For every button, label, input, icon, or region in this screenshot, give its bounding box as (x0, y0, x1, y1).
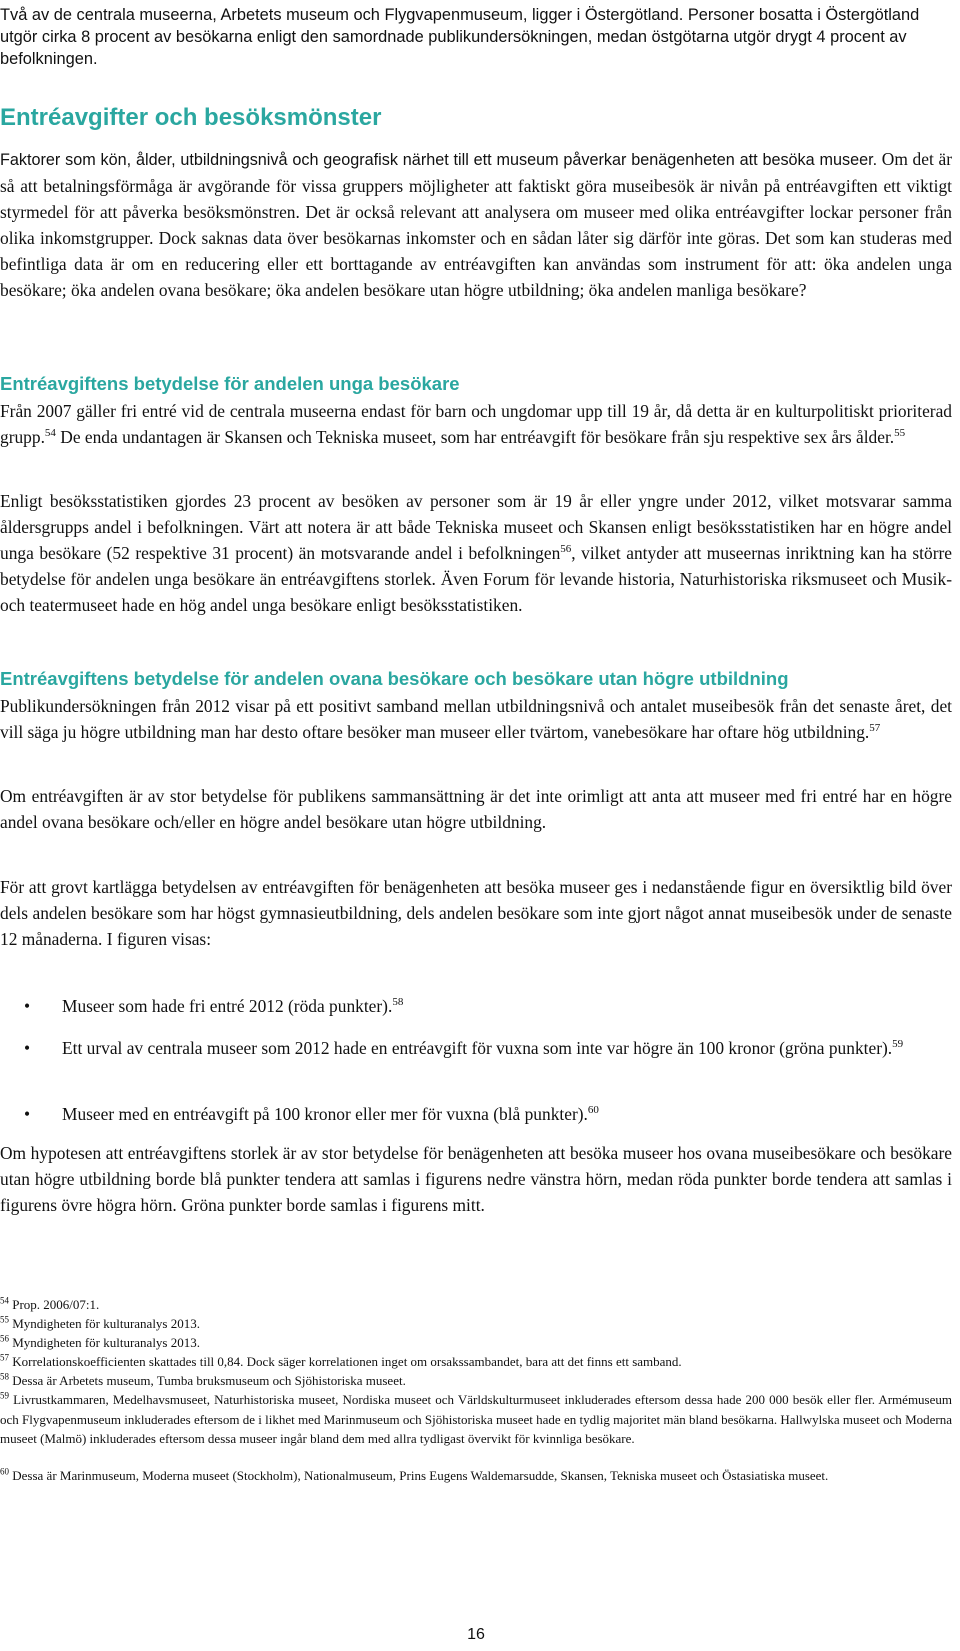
sub2-paragraph-2 (0, 783, 952, 835)
footnote-ref-54[interactable]: 54 (44, 427, 56, 440)
sub2-p3-text: För att grovt kartlägga betydelsen av entréavgiften för benägenheten att besöka museer ges i nedanstående figur en översiktlig bild över dels andelen besökare som har högst gymnasieutbildning, dels andelen besökare som inte gjort något annat museibesök under de senaste 12 månaderna. I figuren visas: (0, 877, 952, 949)
bullet-text: Museer som hade fri entré 2012 (röda punkter). (62, 996, 393, 1016)
footnote-number: 56 (0, 1333, 9, 1344)
section-heading: Entréavgifter och besöksmönster (0, 104, 382, 131)
footnote-ref-59[interactable]: 59 (892, 1038, 904, 1051)
footnote (0, 1371, 952, 1391)
footnote-text: Dessa är Arbetets museum, Tumba bruksmuseum och Sjöhistoriska museet. (12, 1373, 406, 1388)
sub1-p1-text-a: Från 2007 gäller fri entré vid de centrala museerna endast för barn och ungdomar upp till 19 år, då detta är en kulturpolitiskt prioriterad grupp. (0, 401, 952, 447)
footnote (0, 1390, 952, 1449)
footnote-number: 58 (0, 1371, 9, 1382)
footnote-ref-56[interactable]: 56 (560, 543, 572, 556)
intro-text: Två av de centrala museerna, Arbetets museum och Flygvapenmuseum, ligger i Östergötland. Personer bosatta i Östergötland utgör cirka 8 procent av besökarna enligt den samordnade publikundersökningen, medan östgötarna utgör drygt 4 procent av befolkningen. (0, 6, 920, 68)
footnote (0, 1314, 952, 1334)
sub1-p1-text-b: De enda undantagen är Skansen och Tekniska museet, som har entréavgift för besökare från sju respektive sex års ålder. (55, 427, 895, 447)
sub2-p1-text: Publikundersökningen från 2012 visar på ett positivt samband mellan utbildningsnivå och antalet museibesök från det senaste året, det vill säga ju högre utbildning man har desto oftare besöker man museer eller tvärtom, vanebesökare har oftare hög utbildning. (0, 696, 952, 742)
footnote-text: Myndigheten för kulturanalys 2013. (12, 1335, 200, 1350)
page-number: 16 (467, 1626, 485, 1643)
section-body-rest: Om det är så att betalningsförmåga är avgörande för vissa gruppers möjligheter att faktiskt göra museibesök är nivån på entréavgiften ett viktigt styrmedel för att påverka besöksmönstren. Det är också relevant att analysera om museer med olika entréavgifter lockar personer från olika inkomstgrupper. Dock saknas data över besökarnas inkomster och en sådan låter sig därför inte göras. Det som kan studeras med befintliga data är om en reducering eller ett borttagande av entréavgiften kan användas som instrument för att: öka andelen unga besökare; öka andelen ovana besökare; öka andelen besökare utan högre utbildning; öka andelen manliga besökare? (0, 149, 952, 300)
sub1-paragraph-1 (0, 398, 952, 450)
sub2-heading: Entréavgiftens betydelse för andelen ovana besökare och besökare utan högre utbildning (0, 668, 789, 689)
footnote (0, 1295, 952, 1315)
bullet-text: Museer med en entréavgift på 100 kronor eller mer för vuxna (blå punkter). (62, 1104, 588, 1124)
sub2-paragraph-4 (0, 1140, 952, 1218)
footnote-ref-60[interactable]: 60 (587, 1104, 599, 1117)
footnote (0, 1333, 952, 1353)
footnote (0, 1466, 952, 1486)
footnote-number: 55 (0, 1314, 9, 1325)
section-body (0, 146, 952, 303)
sub1-p2-text-a: Enligt besöksstatistiken gjordes 23 procent av besöken av personer som är 19 år eller yngre under 2012, vilket motsvarar samma åldersgrupps andel i befolkningen. Värt att notera är att både Tekniska museet och Skansen enligt besöksstatistiken har en högre andel unga besökare (52 respektive 31 procent) än motsvarande andel i befolkningen (0, 491, 952, 563)
sub1-heading: Entréavgiftens betydelse för andelen unga besökare (0, 373, 460, 394)
footnote-text: Dessa är Marinmuseum, Moderna museet (Stockholm), Nationalmuseum, Prins Eugens Waldemarsudde, Skansen, Tekniska museet och Östasiatiska museet. (12, 1468, 829, 1483)
footnote-ref-58[interactable]: 58 (392, 996, 404, 1009)
footnote-text: Livrustkammaren, Medelhavsmuseet, Naturhistoriska museet, Nordiska museet och Världskulturmuseet inkluderades eftersom dessa hade 200 000 besök eller fler. Armémuseum och Flygvapenmuseum inkluderades eftersom de i likhet med Marinmuseum och Sjöhistoriska museet hade en tydlig majoritet män bland besökarna. Hallwylska museet och Moderna museet (Malmö) inkluderades eftersom dessa museer ingår bland dem med allra tydligast övervikt för kvinnliga besökare. (0, 1392, 952, 1446)
footnote-text: Myndigheten för kulturanalys 2013. (12, 1316, 200, 1331)
section-paragraph (0, 146, 952, 303)
footnote-number: 60 (0, 1466, 9, 1477)
sub2-heading-wrap (0, 668, 952, 690)
sub1-heading-wrap (0, 373, 952, 395)
footnote-ref-57[interactable]: 57 (869, 722, 881, 735)
sub2-p2-text: Om entréavgiften är av stor betydelse för publikens sammansättning är det inte orimligt att anta att museer med fri entré har en högre andel ovana besökare och/eller en högre andel besökare utan högre utbildning. (0, 786, 952, 832)
section-heading-wrap (0, 104, 952, 132)
footnote-number: 54 (0, 1295, 9, 1306)
footnote-text: Korrelationskoefficienten skattades till 0,84. Dock säger korrelationen inget om orsakssambandet, bara att det finns ett samband. (12, 1354, 682, 1369)
bullet-text: Ett urval av centrala museer som 2012 hade en entréavgift för vuxna som inte var högre än 100 kronor (gröna punkter). (62, 1038, 893, 1058)
bullet-icon: • (24, 1104, 31, 1124)
sub1-p2-text-b: , vilket antyder att museernas inriktning kan ha större betydelse för andelen unga besökare än entréavgiftens storlek. Även Forum för levande historia, Naturhistoriska riksmuseet och Musik- och teatermuseet hade en hög andel unga besökare enligt besöksstatistiken. (0, 543, 952, 615)
bullet-icon: • (24, 996, 31, 1016)
footnote-ref-55[interactable]: 55 (894, 427, 906, 440)
intro-paragraph (0, 4, 952, 70)
sub1-paragraph-2 (0, 488, 952, 618)
section-body-lead: Faktorer som kön, ålder, utbildningsnivå och geografisk närhet till ett museum påverkar benägenheten att besöka museer. (0, 151, 878, 169)
sub2-paragraph-1 (0, 693, 952, 745)
footnote-number: 59 (0, 1390, 9, 1401)
footnote-text: Prop. 2006/07:1. (12, 1297, 100, 1312)
footnote (0, 1352, 952, 1372)
sub2-paragraph-3 (0, 874, 952, 952)
sub2-p4-text: Om hypotesen att entréavgiftens storlek är av stor betydelse för benägenheten att besöka museer hos ovana museibesökare och besökare utan högre utbildning borde blå punkter tendera att samlas i figurens nedre vänstra hörn, medan röda punkter borde tendera att samlas i figurens övre högra hörn. Gröna punkter borde samlas i figurens mitt. (0, 1143, 952, 1215)
bullet-icon: • (24, 1038, 31, 1058)
footnote-number: 57 (0, 1352, 9, 1363)
